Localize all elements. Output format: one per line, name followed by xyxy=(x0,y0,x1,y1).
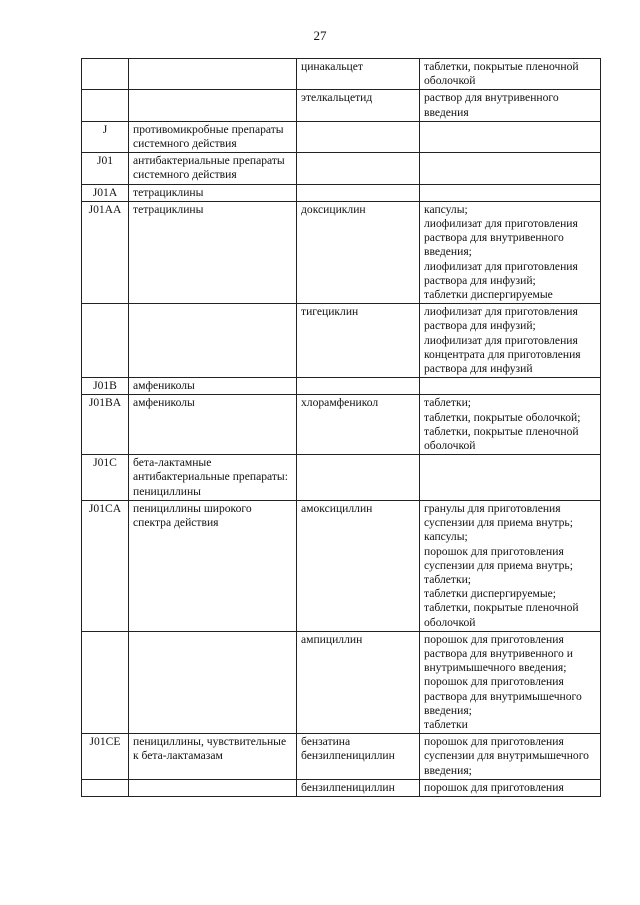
group-cell: пенициллины, чувствительные к бета-лактамазам xyxy=(129,734,297,780)
dosage-form-item: порошок для приготовления суспензии для приема внутрь; xyxy=(424,544,573,572)
table-row xyxy=(82,395,601,455)
drug-cell xyxy=(297,153,420,184)
dosage-form-item: раствор для внутривенного введения xyxy=(424,91,559,119)
group-cell xyxy=(129,779,297,796)
code-cell: J01CE xyxy=(82,734,129,780)
code-cell: J01B xyxy=(82,378,129,395)
code-cell: J01CA xyxy=(82,500,129,631)
group-cell: амфениколы xyxy=(129,378,297,395)
drug-cell: этелкальцетид xyxy=(297,90,420,121)
dosage-form-cell xyxy=(420,90,601,121)
table-row xyxy=(82,455,601,501)
drug-cell: доксициклин xyxy=(297,201,420,303)
drug-cell: бензатина бензилпенициллин xyxy=(297,734,420,780)
dosage-form-cell xyxy=(420,631,601,733)
dosage-form-item: таблетки диспергируемые; xyxy=(424,587,556,601)
dosage-form-item: лиофилизат для приготовления концентрата для приготовления раствора для инфузий xyxy=(424,333,581,376)
dosage-form-item: лиофилизат для приготовления раствора для инфузий; xyxy=(424,305,578,333)
code-cell: J01A xyxy=(82,184,129,201)
dosage-form-cell xyxy=(420,304,601,378)
drug-cell: цинакальцет xyxy=(297,59,420,90)
dosage-form-cell xyxy=(420,455,601,501)
code-cell xyxy=(82,779,129,796)
dosage-form-cell xyxy=(420,500,601,631)
group-cell xyxy=(129,59,297,90)
dosage-form-item: таблетки; xyxy=(424,572,472,586)
code-cell xyxy=(82,59,129,90)
group-cell: бета-лактамные антибактериальные препараты: пенициллины xyxy=(129,455,297,501)
code-cell: J01C xyxy=(82,455,129,501)
dosage-form-cell xyxy=(420,779,601,796)
dosage-form-item: порошок для приготовления xyxy=(424,780,564,794)
code-cell: J01BA xyxy=(82,395,129,455)
page-number: 27 xyxy=(313,28,327,43)
dosage-form-cell xyxy=(420,395,601,455)
dosage-form-cell xyxy=(420,121,601,152)
group-cell: пенициллины широкого спектра действия xyxy=(129,500,297,631)
table-row xyxy=(82,153,601,184)
dosage-form-item: порошок для приготовления раствора для внутримышечного введения; xyxy=(424,675,582,717)
group-cell xyxy=(129,90,297,121)
dosage-form-cell xyxy=(420,59,601,90)
table-row xyxy=(82,500,601,631)
dosage-form-item: таблетки, покрытые пленочной оболочкой xyxy=(424,601,579,629)
dosage-form-item: таблетки; xyxy=(424,396,472,410)
table-row xyxy=(82,378,601,395)
table-row xyxy=(82,201,601,303)
group-cell: противомикробные препараты системного действия xyxy=(129,121,297,152)
dosage-form-item: лиофилизат для приготовления раствора для внутривенного введения; xyxy=(424,217,578,259)
dosage-form-item: порошок для приготовления раствора для внутривенного и внутримышечного введения; xyxy=(424,632,573,675)
drug-cell: хлорамфеникол xyxy=(297,395,420,455)
table-row xyxy=(82,90,601,121)
dosage-form-cell xyxy=(420,378,601,395)
dosage-form-item: таблетки диспергируемые xyxy=(424,288,553,302)
dosage-form-item: таблетки, покрытые оболочкой; xyxy=(424,410,581,424)
group-cell: тетрациклины xyxy=(129,201,297,303)
drug-table xyxy=(81,58,601,797)
dosage-form-item: таблетки, покрытые пленочной оболочкой xyxy=(424,60,579,88)
group-cell xyxy=(129,304,297,378)
group-cell xyxy=(129,631,297,733)
table-row xyxy=(82,631,601,733)
code-cell xyxy=(82,90,129,121)
dosage-form-item: порошок для приготовления суспензии для внутримышечного введения; xyxy=(424,735,589,777)
dosage-form-item: капсулы; xyxy=(424,202,468,216)
dosage-form-cell xyxy=(420,734,601,780)
group-cell: амфениколы xyxy=(129,395,297,455)
table-row xyxy=(82,121,601,152)
table-row xyxy=(82,779,601,796)
code-cell: J01AA xyxy=(82,201,129,303)
dosage-form-item: капсулы; xyxy=(424,530,468,544)
dosage-form-cell xyxy=(420,201,601,303)
table-row xyxy=(82,59,601,90)
drug-cell xyxy=(297,184,420,201)
code-cell xyxy=(82,304,129,378)
drug-cell xyxy=(297,378,420,395)
drug-cell xyxy=(297,455,420,501)
code-cell xyxy=(82,631,129,733)
drug-cell: тигециклин xyxy=(297,304,420,378)
dosage-form-item: лиофилизат для приготовления раствора для инфузий; xyxy=(424,259,578,287)
drug-cell xyxy=(297,121,420,152)
group-cell: тетрациклины xyxy=(129,184,297,201)
table-row xyxy=(82,184,601,201)
code-cell: J xyxy=(82,121,129,152)
drug-cell: ампициллин xyxy=(297,631,420,733)
dosage-form-item: гранулы для приготовления суспензии для приема внутрь; xyxy=(424,501,573,530)
drug-cell: бензилпенициллин xyxy=(297,779,420,796)
dosage-form-cell xyxy=(420,153,601,184)
drug-cell: амоксициллин xyxy=(297,500,420,631)
dosage-form-item: таблетки, покрытые пленочной оболочкой xyxy=(424,424,579,453)
dosage-form-cell xyxy=(420,184,601,201)
table-row xyxy=(82,304,601,378)
dosage-form-item: таблетки xyxy=(424,717,468,731)
group-cell: антибактериальные препараты системного действия xyxy=(129,153,297,184)
table-row xyxy=(82,734,601,780)
code-cell: J01 xyxy=(82,153,129,184)
